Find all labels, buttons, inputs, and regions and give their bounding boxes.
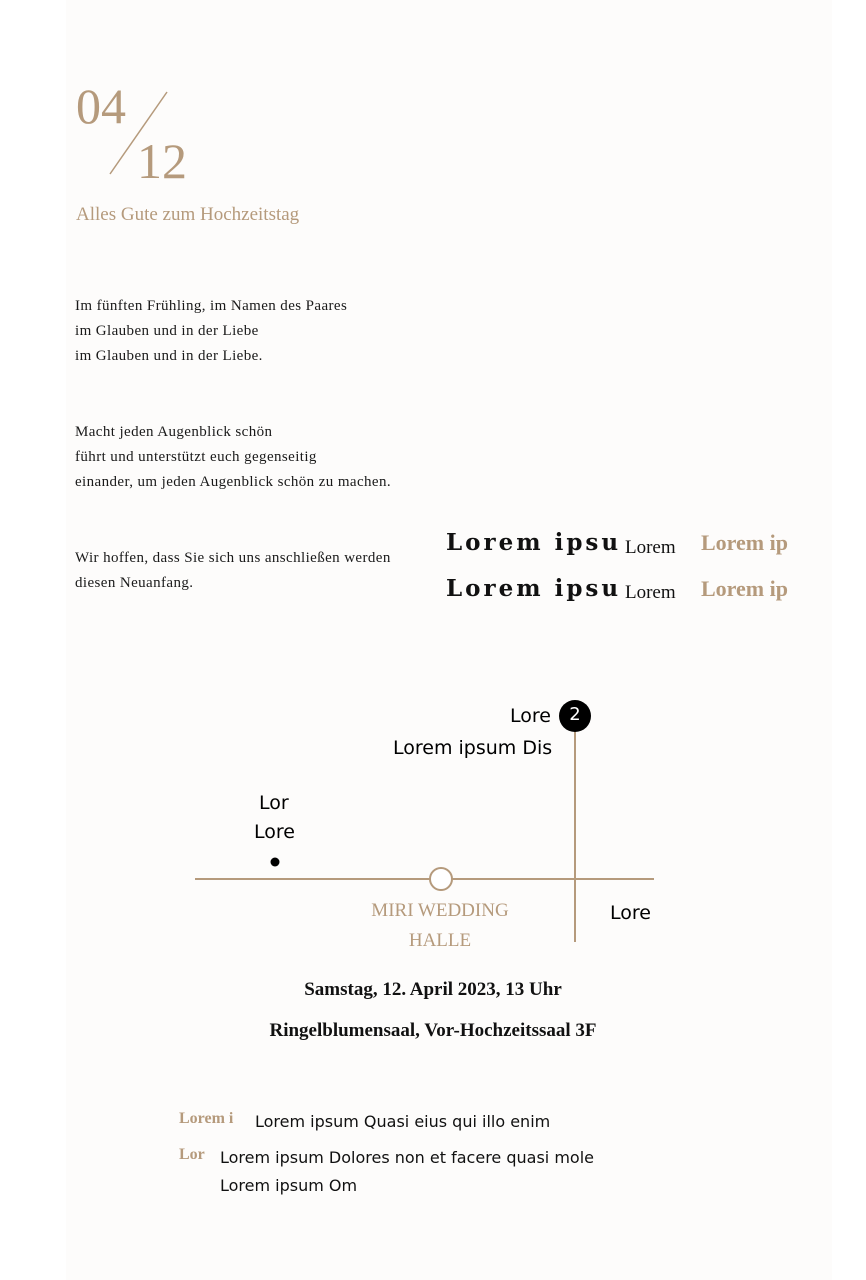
paragraph-line: Wir hoffen, dass Sie sich uns anschließen werden bbox=[75, 550, 391, 566]
note-text-2: Lorem ipsum Dolores non et facere quasi mole bbox=[220, 1148, 594, 1167]
note-text-1: Lorem ipsum Quasi eius qui illo enim bbox=[255, 1112, 551, 1131]
map-left-label-1: Lor bbox=[259, 792, 289, 814]
subtitle: Alles Gute zum Hochzeitstag bbox=[76, 204, 300, 225]
event-place: Ringelblumensaal, Vor-Hochzeitssaal 3F bbox=[269, 1020, 597, 1041]
paragraph-line: im Glauben und in der Liebe. bbox=[75, 348, 263, 364]
numbered-marker-label: 2 bbox=[569, 704, 581, 725]
map-left-label-2: Lore bbox=[254, 821, 295, 843]
venue-marker-circle bbox=[430, 868, 452, 890]
name-accent-2: Lorem ip bbox=[701, 576, 788, 601]
map-road-label: Lorem ipsum Dis bbox=[393, 737, 553, 759]
map-right-label: Lore bbox=[610, 902, 651, 924]
paragraph-line: Macht jeden Augenblick schön bbox=[75, 424, 273, 440]
note-label-2: Lor bbox=[179, 1146, 205, 1163]
name-primary-2: Lorem ipsu bbox=[446, 575, 622, 602]
venue-label: MIRI WEDDING HALLE bbox=[371, 900, 509, 951]
name-primary-1: Lorem ipsu bbox=[446, 529, 622, 556]
note-text-3: Lorem ipsum Om bbox=[220, 1176, 358, 1195]
name-secondary-1: Lorem bbox=[625, 537, 676, 558]
name-accent-1: Lorem ip bbox=[701, 530, 788, 555]
paragraph-line: führt und unterstützt euch gegenseitig bbox=[75, 449, 317, 465]
paragraph-line: einander, um jeden Augenblick schön zu machen. bbox=[75, 474, 392, 490]
paragraph-line: Im fünften Frühling, im Namen des Paares bbox=[75, 298, 348, 314]
event-datetime: Samstag, 12. April 2023, 13 Uhr bbox=[304, 979, 562, 1000]
map-marker-label: Lore bbox=[510, 705, 551, 727]
landmark-dot bbox=[271, 858, 280, 867]
name-secondary-2: Lorem bbox=[625, 582, 676, 603]
paragraph-line: diesen Neuanfang. bbox=[75, 575, 194, 591]
paragraph-line: im Glauben und in der Liebe bbox=[75, 323, 259, 339]
date-day: 04 bbox=[76, 78, 126, 134]
note-label-1: Lorem i bbox=[179, 1110, 234, 1127]
date-month: 12 bbox=[137, 133, 187, 189]
